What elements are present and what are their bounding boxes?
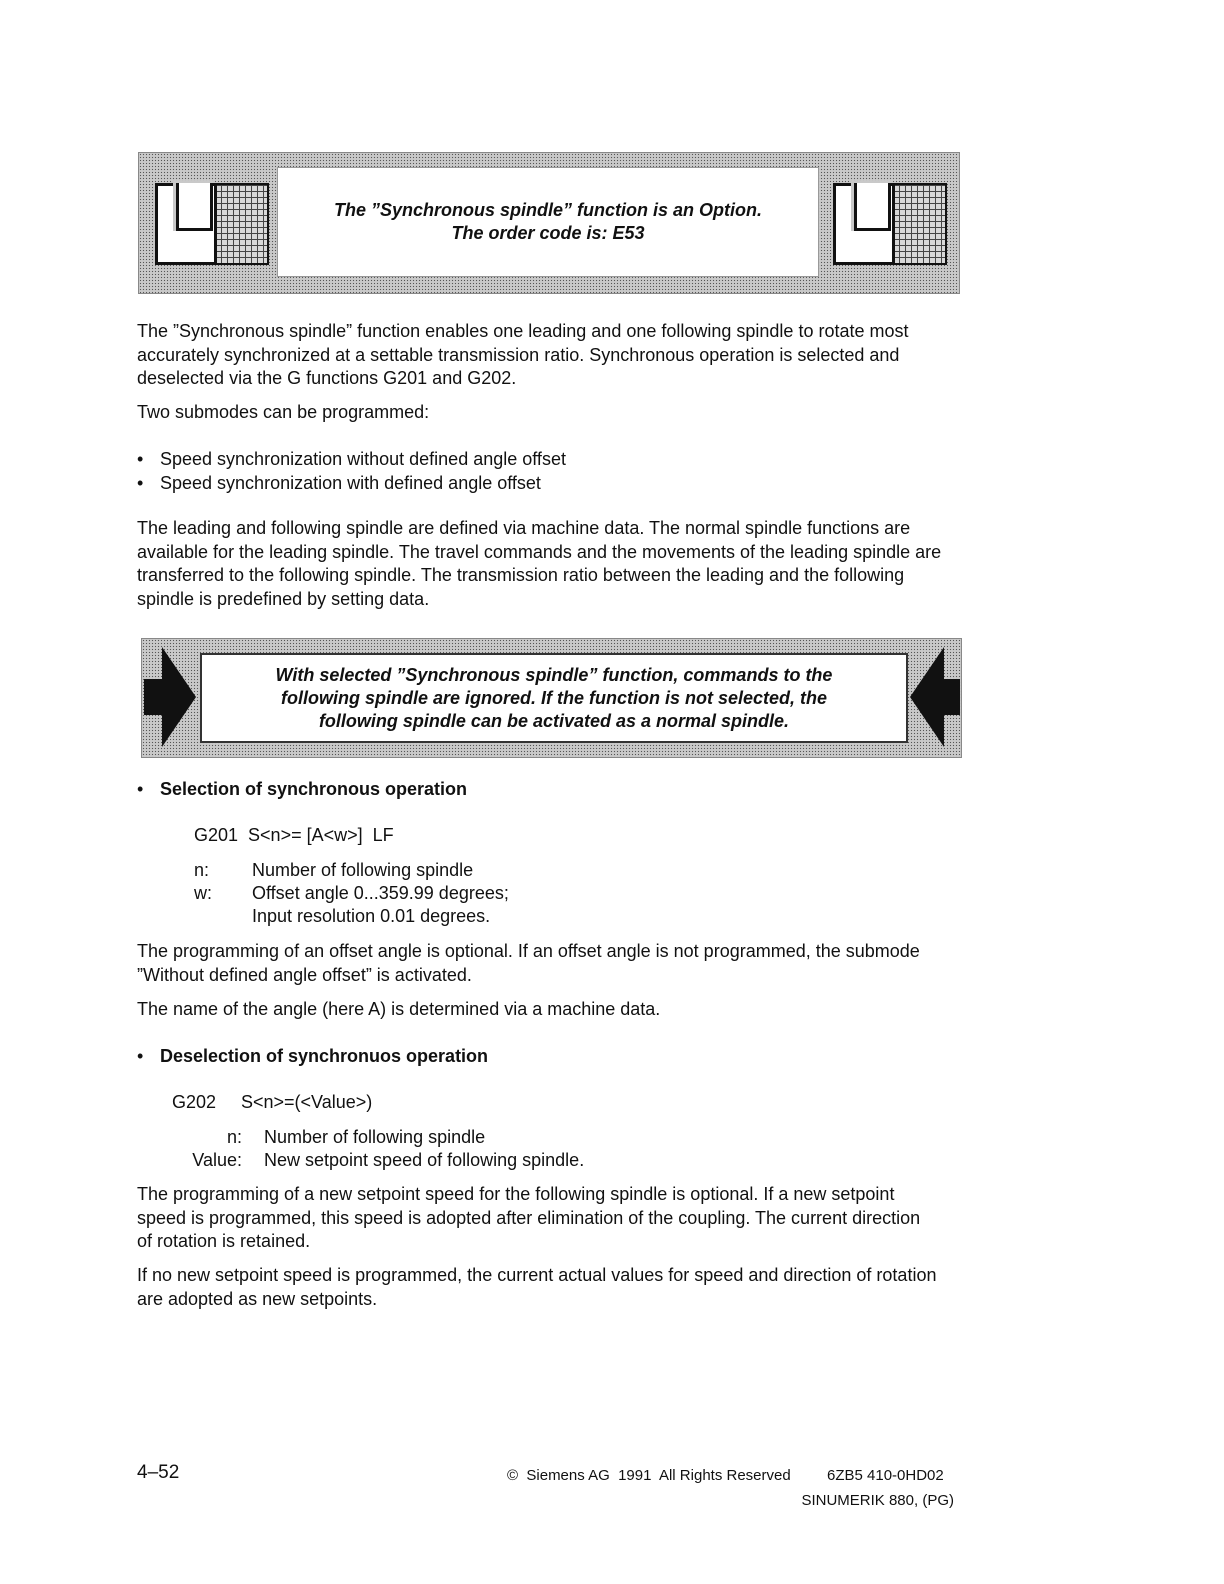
submodes-intro: Two submodes can be programmed:	[137, 402, 430, 422]
param-desc: New setpoint speed of following spindle.	[264, 1150, 585, 1170]
no-setpoint-paragraph: If no new setpoint speed is programmed, the current actual values for speed and direction of rotation are adopted as new setpoints.	[137, 1265, 937, 1309]
param-key: Value:	[192, 1150, 242, 1170]
param-desc: Number of following spindle	[252, 860, 474, 880]
copyright: © Siemens AG 1991 All Rights Reserved	[507, 1467, 791, 1484]
arrow-left-icon	[910, 647, 960, 747]
option-icon-left	[151, 179, 267, 263]
bullet: •	[137, 779, 144, 799]
bullet: •	[137, 449, 144, 469]
param-key: w:	[194, 883, 212, 903]
note-text-panel	[200, 653, 908, 743]
list-item-text: Speed synchronization with defined angle offset	[160, 473, 541, 493]
deselection-syntax-arg: S<n>=(<Value>)	[241, 1092, 373, 1112]
param-key: n:	[194, 860, 210, 880]
param-desc: Input resolution 0.01 degrees.	[252, 906, 491, 926]
offset-angle-paragraph: The programming of an offset angle is optional. If an offset angle is not programmed, the submode ”Without defined angle offset” is activated.	[137, 941, 920, 985]
option-line-2: The order code is: E53	[451, 223, 645, 243]
product-name: SINUMERIK 880, (PG)	[801, 1492, 954, 1509]
bullet: •	[137, 1046, 144, 1066]
setpoint-paragraph: The programming of a new setpoint speed for the following spindle is optional. If a new setpoint speed is programmed, this speed is adopted after elimination of the coupling. The current direction of rotation is retained.	[137, 1184, 921, 1251]
deselection-heading-text: Deselection of synchronuos operation	[160, 1046, 489, 1066]
note-box	[141, 638, 962, 758]
option-line-1: The ”Synchronous spindle” function is an Option.	[333, 200, 762, 220]
note-line-1: With selected ”Synchronous spindle” function, commands to the	[275, 665, 833, 685]
intro-paragraph: The ”Synchronous spindle” function enables one leading and one following spindle to rotate most accurately synchronized at a settable transmission ratio. Synchronous operation is selected and deselected via the G functions G201 and G202.	[137, 321, 909, 388]
page-number: 4–52	[137, 1462, 180, 1483]
spindle-definition-paragraph: The leading and following spindle are defined via machine data. The normal spindle functions are available for the leading spindle. The travel commands and the movements of the leading spindle are transferred to the following spindle. The transmission ratio between the leading and the following spindle is predefined by setting data.	[137, 518, 942, 609]
selection-syntax: G201 S<n>= [A<w>] LF	[194, 825, 394, 845]
list-item-text: Speed synchronization without defined angle offset	[160, 449, 566, 469]
note-line-3: following spindle can be activated as a normal spindle.	[318, 711, 790, 731]
param-desc: Offset angle 0...359.99 degrees;	[252, 883, 509, 903]
deselection-syntax-code: G202	[172, 1092, 217, 1112]
option-icon-right	[829, 179, 945, 263]
selection-heading-text: Selection of synchronous operation	[160, 779, 468, 799]
angle-name-paragraph: The name of the angle (here A) is determined via a machine data.	[137, 999, 661, 1019]
option-text-panel	[277, 167, 819, 277]
param-desc: Number of following spindle	[264, 1127, 486, 1147]
param-key: n:	[226, 1127, 242, 1147]
bullet: •	[137, 473, 144, 493]
arrow-right-icon	[144, 647, 196, 747]
option-notice-box	[138, 152, 960, 294]
note-line-2: following spindle are ignored. If the function is not selected, the	[280, 688, 828, 708]
doc-code: 6ZB5 410-0HD02	[827, 1467, 944, 1484]
